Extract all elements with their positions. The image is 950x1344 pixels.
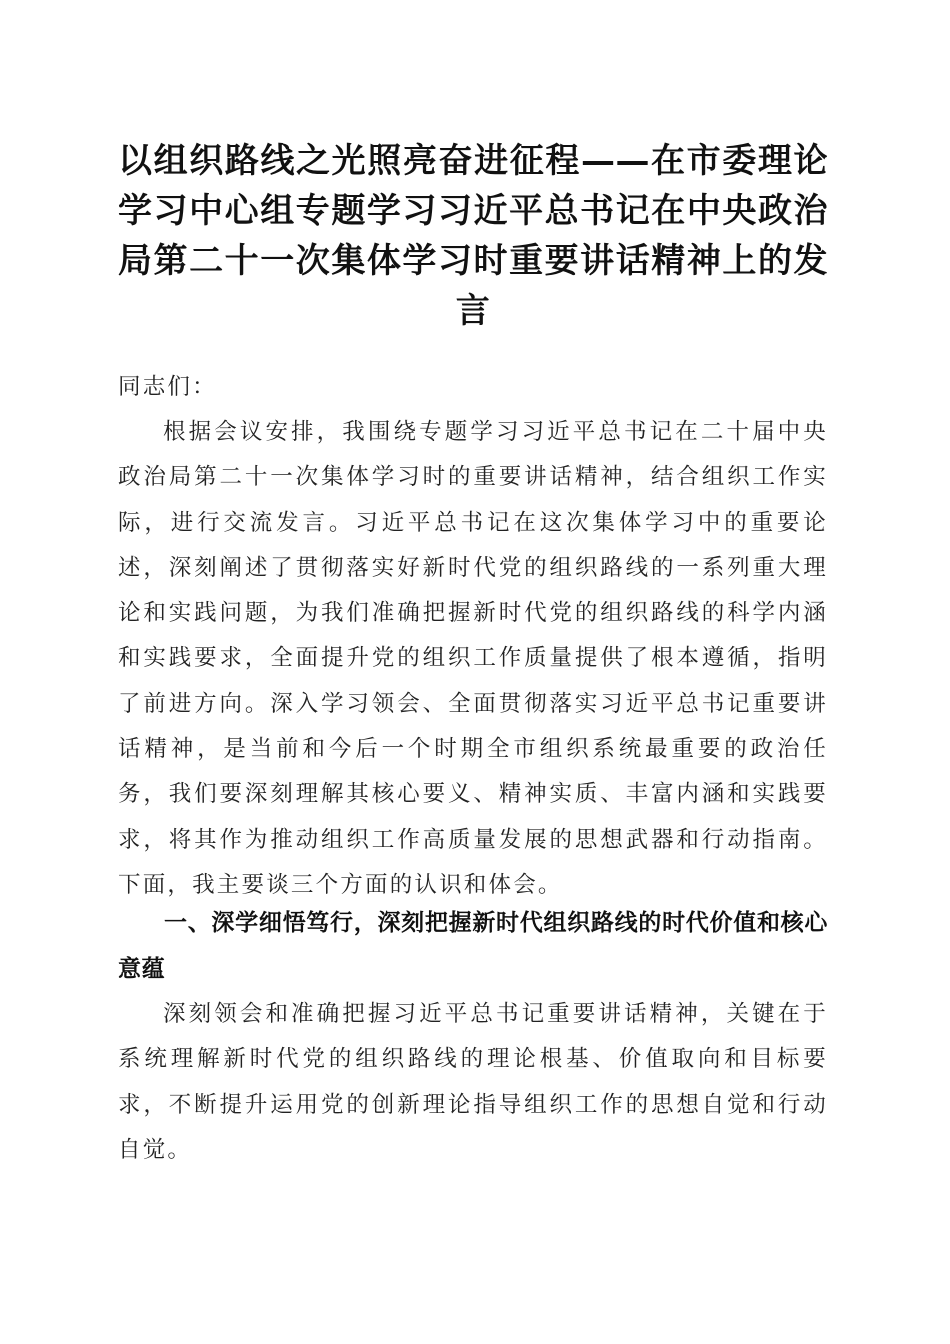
paragraph-intro: 根据会议安排，我围绕专题学习习近平总书记在二十届中央政治局第二十一次集体学习时的重要讲话精神，结合组织工作实际，进行交流发言。习近平总书记在这次集体学习中的重要论述，深刻阐述了贯彻落实好新时代党的组织路线的一系列重大理论和实践问题，为我们准确把握新时代党的组织路线的科学内涵和实践要求，全面提升党的组织工作质量提供了根本遵循，指明了前进方向。深入学习领会、全面贯彻落实习近平总书记重要讲话精神，是当前和今后一个时期全市组织系统最重要的政治任务，我们要深刻理解其核心要义、精神实质、丰富内涵和实践要求，将其作为推动组织工作高质量发展的思想武器和行动指南。下面，我主要谈三个方面的认识和体会。 (118, 419, 828, 898)
document-title: 以组织路线之光照亮奋进征程——在市委理论学习中心组专题学习习近平总书记在中央政治局第二十一次集体学习时重要讲话精神上的发言 (118, 141, 828, 331)
section-heading-1: 一、深学细悟笃行，深刻把握新时代组织路线的时代价值和核心意蕴 (118, 910, 828, 982)
salutation: 同志们： (118, 374, 217, 400)
paragraph-section-1: 深刻领会和准确把握习近平总书记重要讲话精神，关键在于系统理解新时代党的组织路线的理论根基、价值取向和目标要求，不断提升运用党的创新理论指导组织工作的思想自觉和行动自觉。 (118, 1001, 828, 1163)
